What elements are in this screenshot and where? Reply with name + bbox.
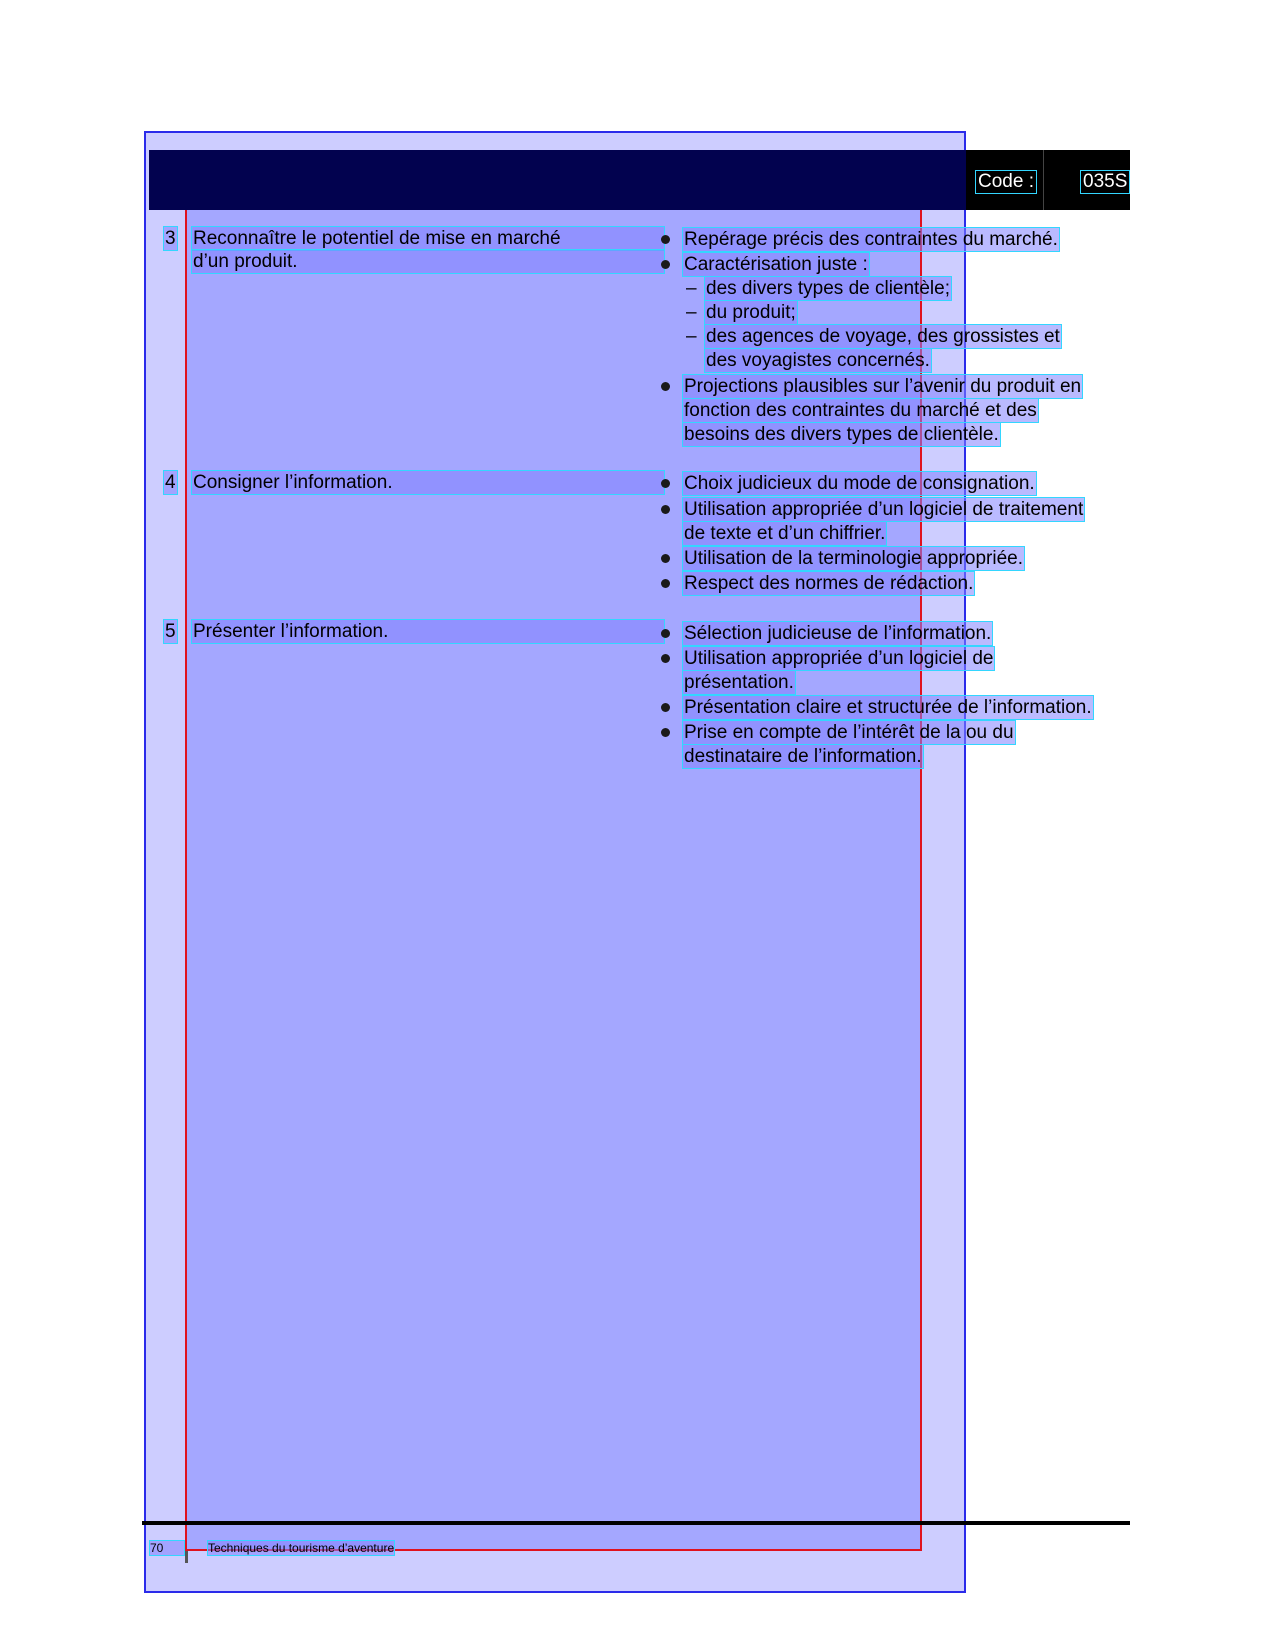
- header-divider: [1043, 150, 1044, 210]
- competence-text: Consigner l’information.: [192, 471, 664, 494]
- criterion-text: Projections plausibles sur l’avenir du produit en: [684, 376, 1082, 397]
- footer-tick: [185, 1551, 188, 1563]
- bullet-icon: [661, 629, 670, 638]
- footer-title: Techniques du tourisme d’aventure: [208, 1541, 395, 1555]
- competence-text: Présenter l’information.: [192, 620, 664, 643]
- bullet-icon: [661, 479, 670, 488]
- bullet-icon: [661, 235, 670, 244]
- sub-criterion-text: des agences de voyage, des grossistes et: [706, 326, 1060, 347]
- criterion-text: Caractérisation juste :: [684, 254, 868, 275]
- page-number: 70: [150, 1541, 184, 1555]
- criterion-text: Sélection judicieuse de l’information.: [684, 623, 992, 644]
- criterion-text: Repérage précis des contraintes du marché.: [684, 229, 1058, 250]
- header-dark-section: [149, 150, 966, 210]
- criterion-text: Utilisation de la terminologie appropriée.: [684, 548, 1024, 569]
- criterion-text: Présentation claire et structurée de l’information.: [684, 697, 1092, 718]
- sub-criterion-text: des voyagistes concernés.: [706, 350, 930, 371]
- dash-icon: –: [686, 302, 697, 323]
- bullet-icon: [661, 260, 670, 269]
- bullet-icon: [661, 654, 670, 663]
- dash-icon: –: [686, 278, 697, 299]
- competence-number: 4: [165, 472, 176, 493]
- sub-criterion-text: des divers types de clientèle;: [706, 278, 950, 299]
- dash-icon: –: [686, 326, 697, 347]
- bullet-icon: [661, 579, 670, 588]
- criterion-text: Respect des normes de rédaction.: [684, 573, 974, 594]
- bullet-icon: [661, 728, 670, 737]
- footer-rule: [142, 1521, 1130, 1525]
- bullet-icon: [661, 554, 670, 563]
- criterion-text: Prise en compte de l’intérêt de la ou du: [684, 722, 1014, 743]
- competence-text: d’un produit.: [192, 250, 664, 273]
- competence-number: 3: [165, 228, 176, 249]
- criterion-text: Utilisation appropriée d’un logiciel de: [684, 648, 994, 669]
- criterion-text: destinataire de l’information.: [684, 746, 922, 767]
- bullet-icon: [661, 382, 670, 391]
- criterion-text: de texte et d’un chiffrier.: [684, 523, 886, 544]
- bullet-icon: [661, 505, 670, 514]
- competence-number: 5: [165, 621, 176, 642]
- bullet-icon: [661, 703, 670, 712]
- competence-text: Reconnaître le potentiel de mise en marché: [192, 227, 664, 250]
- criterion-text: Choix judicieux du mode de consignation.: [684, 473, 1035, 494]
- criterion-text: besoins des divers types de clientèle.: [684, 424, 999, 445]
- code-value: 035S: [1080, 170, 1130, 194]
- criterion-text: fonction des contraintes du marché et des: [684, 400, 1037, 421]
- code-label: Code :: [975, 170, 1037, 194]
- criterion-text: présentation.: [684, 672, 794, 693]
- criterion-text: Utilisation appropriée d’un logiciel de traitement: [684, 499, 1084, 520]
- sub-criterion-text: du produit;: [706, 302, 796, 323]
